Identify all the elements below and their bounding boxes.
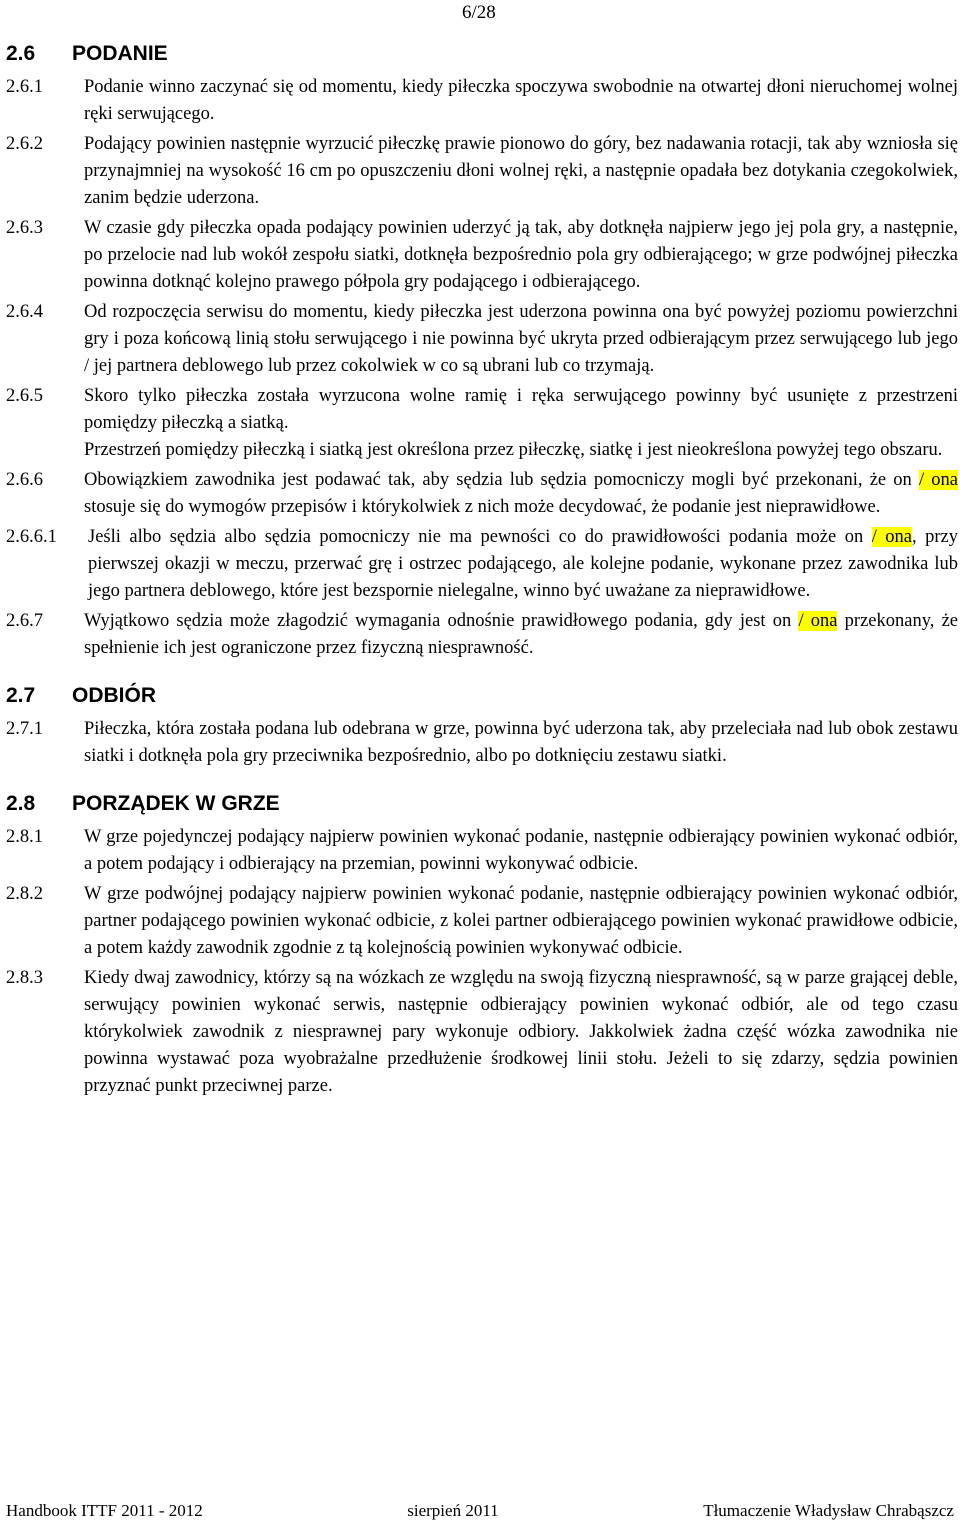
rule-number: 2.6.4 [6, 302, 43, 322]
rule-item [6, 716, 958, 770]
footer-right: Tłumaczenie Władysław Chrabąszcz [703, 1501, 954, 1520]
section-heading [6, 790, 958, 818]
section-heading [6, 40, 958, 68]
section-title: ODBIÓR [72, 684, 156, 707]
footer-left: Handbook ITTF 2011 - 2012 [6, 1501, 203, 1520]
rule-text-span: przekonany, że spełnienie ich jest ograniczone przez fizyczną niesprawność. [84, 611, 958, 658]
highlighted-text: / ona [798, 611, 838, 631]
rule-text-span: Piłeczka, która została podana lub odebrana w grze, powinna być uderzona tak, aby przeleciała nad lub obok zestawu siatki i dotknęła pola gry przeciwnika bezpośrednio, albo po dotknięciu zestawu siatki. [84, 719, 958, 766]
rule-number: 2.8.2 [6, 884, 43, 904]
rule-text-span: Podający powinien następnie wyrzucić piłeczkę prawie pionowo do góry, bez nadawania rotacji, tak aby wzniosła się przynajmniej na wysokość 16 cm po opuszczeniu dłoni wolnej ręki, a następnie opadała bez dotykania czegokolwiek, zanim będzie uderzona. [84, 134, 958, 208]
rule-item [6, 383, 958, 464]
rule-number: 2.6.6 [6, 470, 43, 490]
rule-text [84, 824, 958, 878]
rule-text [84, 716, 958, 770]
rule-item [6, 299, 958, 380]
section-number: 2.7 [6, 684, 36, 707]
section-number: 2.8 [6, 792, 36, 815]
rule-text [84, 467, 958, 521]
rule-text-span: W czasie gdy piłeczka opada podający powinien uderzyć ją tak, aby dotknęła najpierw jego jej pola gry, a następnie, po przelocie nad lub wokół zespołu siatki, dotknęła bezpośrednio pola gry odbierającego; w grze podwójnej piłeczka powinna dotknąć kolejno prawego półpola gry podającego i odbierającego. [84, 218, 958, 292]
rule-text-span: Od rozpoczęcia serwisu do momentu, kiedy piłeczka jest uderzona powinna ona być powyżej poziomu powierzchni gry i poza końcową linią stołu serwującego i nie powinna być ukryta przed odbierającym przez serwującego lub jego / jej partnera deblowego lub przez cokolwiek w co są ubrani lub co trzymają. [84, 302, 958, 376]
rule-number: 2.6.7 [6, 611, 43, 631]
rule-item [6, 881, 958, 962]
document-body [6, 40, 958, 1103]
rule-number: 2.8.1 [6, 827, 43, 847]
rule-text [84, 74, 958, 128]
highlighted-text: / ona [871, 527, 913, 547]
rule-number: 2.6.2 [6, 134, 43, 154]
rule-text-span: stosuje się do wymogów przepisów i którykolwiek z nich może decydować, że podanie jest nieprawidłowe. [84, 497, 881, 517]
rule-item [6, 74, 958, 128]
rule-item [6, 824, 958, 878]
rule-number: 2.6.6.1 [6, 527, 57, 547]
rule-text-span: Obowiązkiem zawodnika jest podawać tak, aby sędzia lub sędzia pomocniczy mogli być przekonani, że on [84, 470, 919, 490]
section-title: PORZĄDEK W GRZE [72, 792, 280, 815]
rule-text [84, 299, 958, 380]
rule-text [88, 524, 958, 605]
highlighted-text: / ona [918, 470, 958, 490]
section-title: PODANIE [72, 42, 168, 65]
rule-item [6, 524, 958, 605]
section-number: 2.6 [6, 42, 36, 65]
rule-number: 2.6.1 [6, 77, 43, 97]
rule-item [6, 608, 958, 662]
rule-text-span: W grze pojedynczej podający najpierw powinien wykonać podanie, następnie odbierający powinien wykonać odbiór, a potem podający i odbierający na przemian, powinni wykonywać odbicie. [84, 827, 958, 874]
rule-text [84, 965, 958, 1100]
rule-text [84, 215, 958, 296]
section-heading [6, 682, 958, 710]
rule-text [84, 881, 958, 962]
rule-text-span: , przy pierwszej okazji w meczu, przerwać grę i ostrzec podającego, ale kolejne podanie, wykonane przez zawodnika lub jego partnera deblowego, które jest bezspornie nielegalne, winno być uważane za nieprawidłowe. [88, 527, 958, 601]
rule-text [84, 383, 958, 464]
rule-text-span: Jeśli albo sędzia albo sędzia pomocniczy nie ma pewności co do prawidłowości podania może on [88, 527, 872, 547]
rule-number: 2.6.5 [6, 386, 43, 406]
rule-item [6, 215, 958, 296]
rule-text-span: Wyjątkowo sędzia może złagodzić wymagania odnośnie prawidłowego podania, gdy jest on [84, 611, 799, 631]
rule-number: 2.6.3 [6, 218, 43, 238]
page-number: 6/28 [462, 2, 496, 23]
rule-number: 2.8.3 [6, 968, 43, 988]
rule-item [6, 131, 958, 212]
rule-text-span: Kiedy dwaj zawodnicy, którzy są na wózkach ze względu na swoją fizyczną niesprawność, są w parze grającej deble, serwujący powinien wykonać serwis, następnie odbierający powinien wykonać odbiór, ale od tego czasu którykolwiek zawodnik z niesprawnej pary wykonuje odbiory. Jakkolwiek żadna część wózka zawodnika nie powinna wystawać poza wyobrażalne przedłużenie środkowej linii stołu. Jeżeli to się zdarzy, sędzia powinien przyznać punkt przeciwnej parze. [84, 968, 958, 1096]
footer-center: sierpień 2011 [407, 1501, 499, 1520]
rule-text [84, 608, 958, 662]
rule-text [84, 131, 958, 212]
rule-text-span: Skoro tylko piłeczka została wyrzucona wolne ramię i ręka serwującego powinny być usunięte z przestrzeni pomiędzy piłeczką a siatką. [84, 386, 958, 433]
page-footer [6, 1501, 954, 1521]
rule-text-span: Podanie winno zaczynać się od momentu, kiedy piłeczka spoczywa swobodnie na otwartej dłoni nieruchomej wolnej ręki serwującego. [84, 77, 958, 124]
rule-text-span: W grze podwójnej podający najpierw powinien wykonać podanie, następnie odbierający powinien wykonać odbiór, partner podającego powinien wykonać odbicie, z kolei partner odbierającego powinien wykonać prawidłowe odbicie, a potem każdy zawodnik zgodnie z tą kolejnością powinien wykonywać odbicie. [84, 884, 958, 958]
rule-number: 2.7.1 [6, 719, 43, 739]
rule-item [6, 965, 958, 1100]
rule-item [6, 467, 958, 521]
rule-text-span: Przestrzeń pomiędzy piłeczką i siatką jest określona przez piłeczkę, siatkę i jest nieokreślona powyżej tego obszaru. [84, 440, 943, 460]
